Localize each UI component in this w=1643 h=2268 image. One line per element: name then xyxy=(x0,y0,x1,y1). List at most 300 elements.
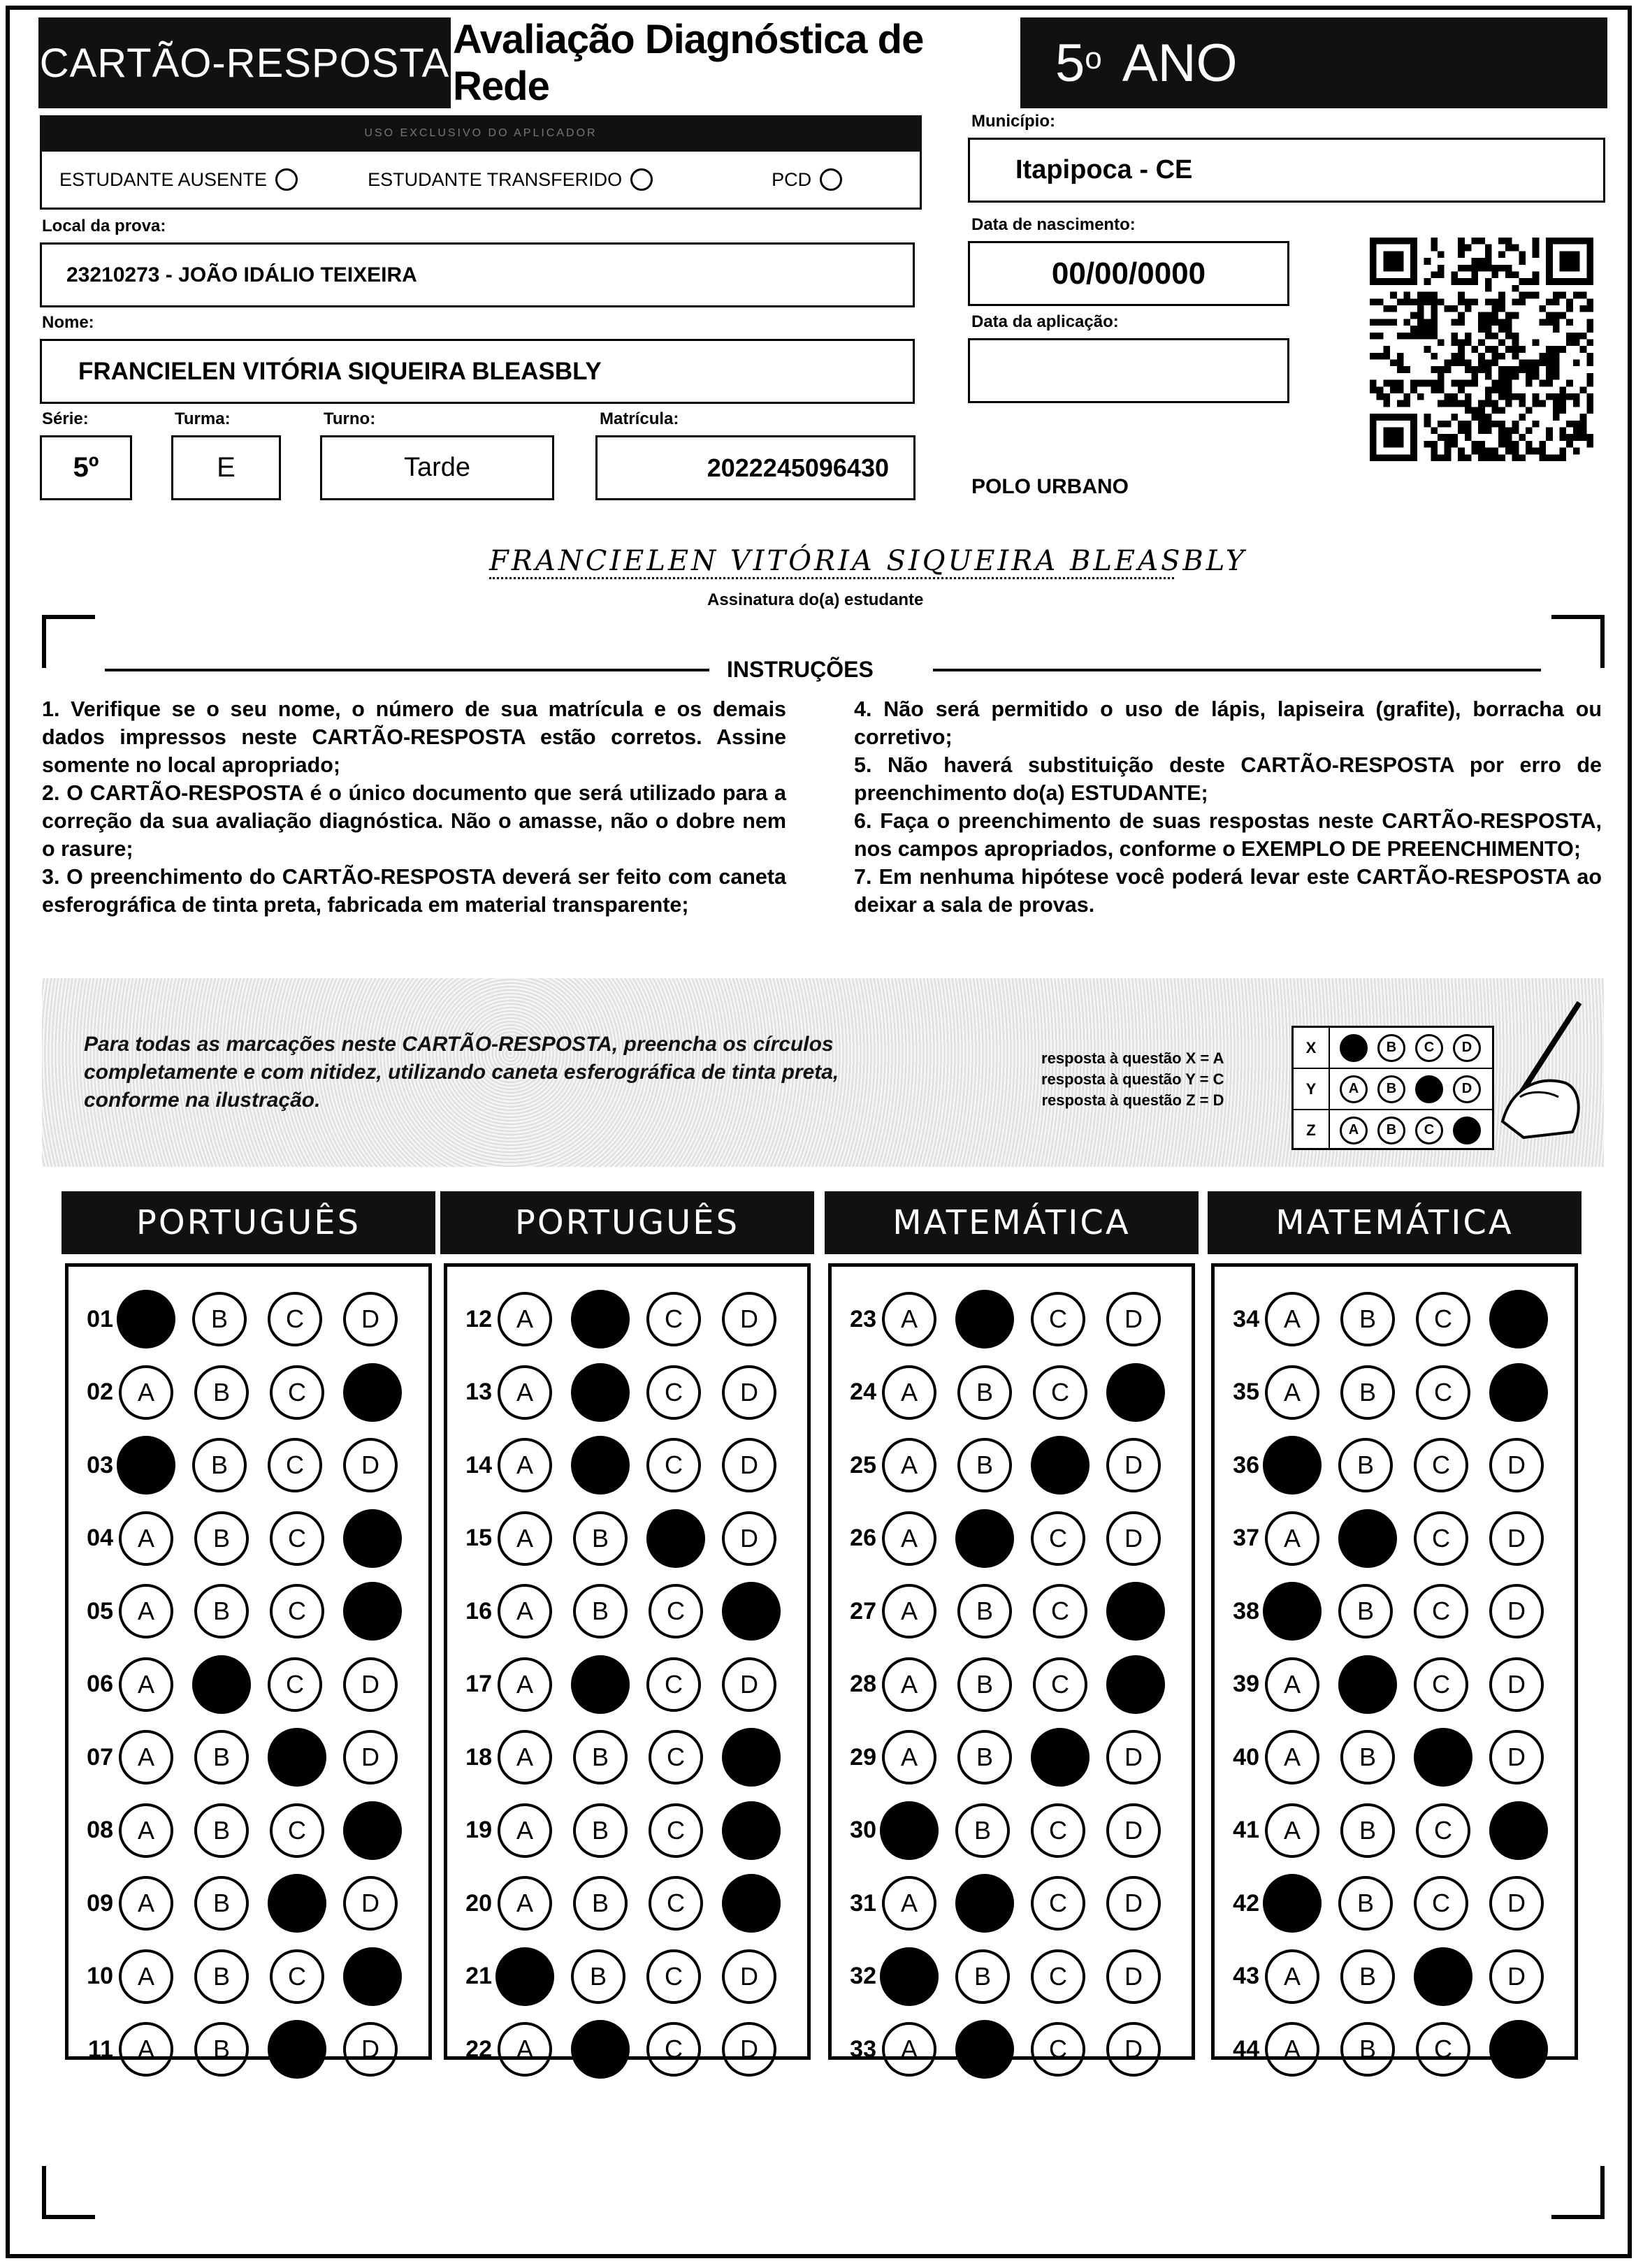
answer-bubble-36-a[interactable]: A xyxy=(1263,1436,1322,1495)
pcd-option[interactable] xyxy=(772,168,842,191)
answer-bubble-19-b[interactable]: B xyxy=(573,1803,628,1858)
answer-bubble-17-a[interactable]: A xyxy=(498,1657,552,1712)
answer-bubble-15-d[interactable]: D xyxy=(722,1511,776,1566)
answer-bubble-24-b[interactable]: B xyxy=(957,1365,1012,1420)
example-row-x xyxy=(1294,1028,1492,1069)
answer-bubble-03-d[interactable]: D xyxy=(343,1438,398,1492)
answer-bubble-12-c[interactable]: C xyxy=(646,1292,701,1346)
answer-bubble-34-c[interactable]: C xyxy=(1416,1292,1470,1346)
answer-bubble-04-c[interactable]: C xyxy=(270,1511,324,1566)
answer-bubble-13-b[interactable]: B xyxy=(571,1363,630,1422)
question-number: 30 xyxy=(850,1817,876,1843)
matricula-field xyxy=(595,435,915,500)
answer-bubble-20-b[interactable]: B xyxy=(573,1876,628,1931)
example-bubble-a: A xyxy=(1340,1075,1368,1103)
answer-bubble-15-b[interactable]: B xyxy=(573,1511,628,1566)
answer-bubble-27-d[interactable]: D xyxy=(1106,1582,1165,1641)
question-row-39 xyxy=(1215,1653,1565,1716)
question-row-43 xyxy=(1215,1945,1565,2008)
corner-mark-bottom-left xyxy=(42,2166,95,2219)
answer-bubble-38-d[interactable]: D xyxy=(1489,1584,1544,1638)
question-number: 20 xyxy=(465,1889,492,1917)
answer-bubble-22-c[interactable]: C xyxy=(646,2022,701,2077)
answer-bubble-21-d[interactable]: D xyxy=(722,1949,776,2004)
question-row-02 xyxy=(68,1361,419,1424)
answer-bubble-01-b[interactable]: B xyxy=(192,1292,247,1346)
answer-bubble-07-b[interactable]: B xyxy=(194,1730,249,1784)
answer-bubble-25-c[interactable]: C xyxy=(1031,1436,1090,1495)
answer-bubble-05-c[interactable]: C xyxy=(270,1584,324,1638)
local-value: 23210273 - JOÃO IDÁLIO TEIXEIRA xyxy=(66,263,417,286)
answer-bubble-23-c[interactable]: C xyxy=(1031,1292,1085,1346)
answer-bubble-05-a[interactable]: A xyxy=(119,1584,173,1638)
answer-bubble-41-d[interactable]: D xyxy=(1489,1801,1548,1860)
nascimento-value: 00/00/0000 xyxy=(1051,256,1206,291)
answer-bubble-06-c[interactable]: C xyxy=(268,1657,322,1712)
answer-bubble-14-c[interactable]: C xyxy=(646,1438,701,1492)
section-header-2: PORTUGUÊS xyxy=(440,1191,814,1254)
answer-bubble-38-b[interactable]: B xyxy=(1338,1584,1393,1638)
question-number: 02 xyxy=(87,1379,113,1405)
answer-bubble-24-a[interactable]: A xyxy=(882,1365,936,1420)
answer-bubble-21-a[interactable]: A xyxy=(495,1947,554,2006)
answer-bubble-27-a[interactable]: A xyxy=(882,1584,936,1638)
answer-bubble-28-a[interactable]: A xyxy=(882,1657,936,1712)
example-bubble-d: D xyxy=(1453,1034,1481,1062)
answer-bubble-12-b[interactable]: B xyxy=(571,1290,630,1349)
example-row-label: Y xyxy=(1294,1069,1330,1109)
grade-banner xyxy=(1020,17,1607,108)
question-row-10 xyxy=(68,1945,419,2008)
answer-bubble-31-d[interactable]: D xyxy=(1106,1876,1161,1931)
answer-bubble-06-a[interactable]: A xyxy=(119,1657,173,1712)
example-bubble-d: D xyxy=(1453,1117,1481,1144)
answer-bubble-43-c[interactable]: C xyxy=(1414,1947,1472,2006)
instruction-1: 1. Verifique se o seu nome, o número de sua matrícula e os demais dados impressos neste CARTÃO-RESPOSTA estão corretos. Assine somente no local apropriado; xyxy=(42,697,786,777)
answer-bubble-39-b[interactable]: B xyxy=(1338,1655,1397,1714)
question-row-13 xyxy=(447,1361,797,1424)
nome-field xyxy=(40,339,915,404)
answer-bubble-41-b[interactable]: B xyxy=(1340,1803,1395,1858)
question-number: 21 xyxy=(465,1963,492,1989)
question-number: 42 xyxy=(1233,1889,1259,1917)
answer-bubble-14-a[interactable]: A xyxy=(498,1438,552,1492)
answer-bubble-16-c[interactable]: C xyxy=(649,1584,703,1638)
answer-bubble-04-b[interactable]: B xyxy=(194,1511,249,1566)
answer-bubble-14-b[interactable]: B xyxy=(571,1436,630,1495)
answer-bubble-25-d[interactable]: D xyxy=(1106,1438,1161,1492)
question-row-33 xyxy=(832,2018,1182,2081)
section-header-4: MATEMÁTICA xyxy=(1208,1191,1582,1254)
answer-bubble-31-c[interactable]: C xyxy=(1031,1876,1085,1931)
local-label: Local da prova: xyxy=(42,217,166,235)
answer-bubble-37-c[interactable]: C xyxy=(1414,1511,1468,1566)
answer-bubble-27-c[interactable]: C xyxy=(1033,1584,1087,1638)
instruction-5: 5. Não haverá substituição deste CARTÃO-RESPOSTA por erro de preenchimento do(a) ESTUDANTE; xyxy=(854,753,1602,805)
answer-bubble-09-d[interactable]: D xyxy=(343,1876,398,1931)
transferred-checkbox[interactable] xyxy=(630,168,653,191)
answer-bubble-19-c[interactable]: C xyxy=(649,1803,703,1858)
example-row-z xyxy=(1294,1110,1492,1150)
answer-bubble-10-d[interactable]: D xyxy=(343,1947,402,2006)
question-row-18 xyxy=(447,1726,797,1789)
answer-bubble-17-c[interactable]: C xyxy=(646,1657,701,1712)
example-bubble-c: C xyxy=(1415,1034,1443,1062)
answer-bubble-01-d[interactable]: D xyxy=(343,1292,398,1346)
municipio-field xyxy=(968,138,1605,203)
answer-bubble-20-c[interactable]: C xyxy=(649,1876,703,1931)
answer-bubble-40-d[interactable]: D xyxy=(1489,1730,1544,1784)
absent-option[interactable] xyxy=(59,168,298,191)
answer-bubble-17-b[interactable]: B xyxy=(571,1655,630,1714)
answer-bubble-28-d[interactable]: D xyxy=(1106,1655,1165,1714)
answer-bubble-39-a[interactable]: A xyxy=(1265,1657,1319,1712)
answer-bubble-33-d[interactable]: D xyxy=(1106,2022,1161,2077)
corner-mark-bottom-right xyxy=(1551,2166,1605,2219)
answer-bubble-40-b[interactable]: B xyxy=(1340,1730,1395,1784)
answer-bubble-33-b[interactable]: B xyxy=(955,2020,1014,2079)
answer-bubble-20-a[interactable]: A xyxy=(498,1876,552,1931)
answer-bubble-29-d[interactable]: D xyxy=(1106,1730,1161,1784)
answer-bubble-12-d[interactable]: D xyxy=(722,1292,776,1346)
question-number: 18 xyxy=(465,1743,492,1771)
answer-bubble-13-d[interactable]: D xyxy=(722,1365,776,1420)
answer-bubble-19-d[interactable]: D xyxy=(722,1801,781,1860)
answer-bubble-02-b[interactable]: B xyxy=(194,1365,249,1420)
question-number: 07 xyxy=(87,1743,113,1771)
example-legend-z: resposta à questão Z = D xyxy=(1041,1091,1224,1109)
question-row-26 xyxy=(832,1507,1182,1570)
answer-bubble-34-a[interactable]: A xyxy=(1265,1292,1319,1346)
answer-bubble-26-a[interactable]: A xyxy=(882,1511,936,1566)
question-row-32 xyxy=(832,1945,1182,2008)
answer-bubble-36-b[interactable]: B xyxy=(1338,1438,1393,1492)
turno-field xyxy=(320,435,554,500)
question-row-03 xyxy=(68,1434,419,1497)
answer-bubble-38-a[interactable]: A xyxy=(1263,1582,1322,1641)
answer-bubble-18-b[interactable]: B xyxy=(573,1730,628,1784)
question-number: 25 xyxy=(850,1451,876,1478)
answer-bubble-40-a[interactable]: A xyxy=(1265,1730,1319,1784)
answer-bubble-35-c[interactable]: C xyxy=(1416,1365,1470,1420)
answer-bubble-23-b[interactable]: B xyxy=(955,1290,1014,1349)
answer-bubble-10-c[interactable]: C xyxy=(270,1949,324,2004)
answer-bubble-41-c[interactable]: C xyxy=(1416,1803,1470,1858)
answer-bubble-20-d[interactable]: D xyxy=(722,1874,781,1933)
section-box-3 xyxy=(828,1263,1195,2063)
answer-bubble-33-c[interactable]: C xyxy=(1031,2022,1085,2077)
answer-bubble-44-b[interactable]: B xyxy=(1340,2022,1395,2077)
turma-label: Turma: xyxy=(175,409,231,428)
question-number: 34 xyxy=(1233,1305,1259,1332)
answer-bubble-18-c[interactable]: C xyxy=(649,1730,703,1784)
answer-bubble-25-a[interactable]: A xyxy=(882,1438,936,1492)
answer-bubble-11-c[interactable]: C xyxy=(268,2020,326,2079)
answer-bubble-03-b[interactable]: B xyxy=(192,1438,247,1492)
example-row-label: Z xyxy=(1294,1110,1330,1150)
answer-bubble-01-a[interactable]: A xyxy=(117,1290,175,1349)
hand-pen-icon xyxy=(1482,999,1586,1139)
question-number: 14 xyxy=(465,1451,492,1478)
turno-label: Turno: xyxy=(324,409,376,428)
question-row-14 xyxy=(447,1434,797,1497)
transferred-option[interactable] xyxy=(368,168,653,191)
matricula-label: Matrícula: xyxy=(600,409,679,428)
instructions-title: INSTRUÇÕES xyxy=(727,657,874,682)
answer-bubble-44-a[interactable]: A xyxy=(1265,2022,1319,2077)
answer-bubble-41-a[interactable]: A xyxy=(1265,1803,1319,1858)
question-row-20 xyxy=(447,1872,797,1935)
answer-bubble-18-d[interactable]: D xyxy=(722,1728,781,1787)
answer-bubble-26-c[interactable]: C xyxy=(1031,1511,1085,1566)
exam-title: Avaliação Diagnóstica de Rede xyxy=(453,17,1019,108)
example-grid xyxy=(1291,1026,1494,1150)
answer-bubble-03-a[interactable]: A xyxy=(117,1436,175,1495)
question-row-22 xyxy=(447,2018,797,2081)
absent-checkbox[interactable] xyxy=(275,168,298,191)
answer-bubble-26-d[interactable]: D xyxy=(1106,1511,1161,1566)
question-row-41 xyxy=(1215,1799,1565,1862)
question-number: 29 xyxy=(850,1743,876,1771)
answer-bubble-24-d[interactable]: D xyxy=(1106,1363,1165,1422)
answer-bubble-39-c[interactable]: C xyxy=(1414,1657,1468,1712)
answer-bubble-08-a[interactable]: A xyxy=(119,1803,173,1858)
question-row-01 xyxy=(68,1288,419,1351)
answer-bubble-02-a[interactable]: A xyxy=(119,1365,173,1420)
answer-bubble-15-c[interactable]: C xyxy=(646,1509,705,1568)
answer-bubble-42-a[interactable]: A xyxy=(1263,1874,1322,1933)
answer-bubble-28-c[interactable]: C xyxy=(1033,1657,1087,1712)
answer-bubble-27-b[interactable]: B xyxy=(957,1584,1012,1638)
answer-bubble-17-d[interactable]: D xyxy=(722,1657,776,1712)
answer-bubble-30-b[interactable]: B xyxy=(955,1803,1010,1858)
answer-bubble-35-d[interactable]: D xyxy=(1489,1363,1548,1422)
applicator-options xyxy=(40,152,922,210)
question-row-31 xyxy=(832,1872,1182,1935)
instructions-rule-right xyxy=(933,669,1541,671)
answer-bubble-22-a[interactable]: A xyxy=(498,2022,552,2077)
signature-caption: Assinatura do(a) estudante xyxy=(707,590,924,609)
answer-bubble-02-d[interactable]: D xyxy=(343,1363,402,1422)
card-title: CARTÃO-RESPOSTA xyxy=(38,17,451,108)
answer-bubble-38-c[interactable]: C xyxy=(1414,1584,1468,1638)
answer-bubble-11-a[interactable]: A xyxy=(119,2022,173,2077)
answer-bubble-11-d[interactable]: D xyxy=(343,2022,398,2077)
aplicacao-field[interactable] xyxy=(968,338,1289,403)
nascimento-label: Data de nascimento: xyxy=(971,215,1136,234)
question-row-09 xyxy=(68,1872,419,1935)
turma-value: E xyxy=(217,452,236,483)
pcd-checkbox[interactable] xyxy=(820,168,842,191)
answer-bubble-42-b[interactable]: B xyxy=(1338,1876,1393,1931)
question-number: 05 xyxy=(87,1597,113,1624)
answer-bubble-44-d[interactable]: D xyxy=(1489,2020,1548,2079)
answer-bubble-16-b[interactable]: B xyxy=(573,1584,628,1638)
question-number: 23 xyxy=(850,1305,876,1332)
instructions-left xyxy=(42,695,786,919)
answer-bubble-36-d[interactable]: D xyxy=(1489,1438,1544,1492)
question-number: 16 xyxy=(465,1597,492,1624)
answer-bubble-05-d[interactable]: D xyxy=(343,1582,402,1641)
question-number: 41 xyxy=(1233,1817,1259,1843)
answer-bubble-14-d[interactable]: D xyxy=(722,1438,776,1492)
answer-bubble-43-d[interactable]: D xyxy=(1489,1949,1544,2004)
answer-bubble-30-a[interactable]: A xyxy=(880,1801,939,1860)
answer-bubble-22-d[interactable]: D xyxy=(722,2022,776,2077)
serie-label: Série: xyxy=(42,409,89,428)
question-row-30 xyxy=(832,1799,1182,1862)
grade-label: ANO xyxy=(1122,33,1238,93)
answer-bubble-34-b[interactable]: B xyxy=(1340,1292,1395,1346)
example-bubble-c: C xyxy=(1415,1075,1443,1103)
turno-value: Tarde xyxy=(403,453,471,482)
answer-bubble-23-a[interactable]: A xyxy=(882,1292,936,1346)
answer-bubble-13-c[interactable]: C xyxy=(646,1365,701,1420)
nome-label: Nome: xyxy=(42,313,94,332)
answer-bubble-21-c[interactable]: C xyxy=(646,1949,701,2004)
question-number: 27 xyxy=(850,1597,876,1624)
example-bubble-b: B xyxy=(1377,1034,1405,1062)
answer-bubble-09-c[interactable]: C xyxy=(268,1874,326,1933)
question-row-04 xyxy=(68,1507,419,1570)
answer-bubble-13-a[interactable]: A xyxy=(498,1365,552,1420)
question-number: 38 xyxy=(1233,1597,1259,1624)
question-number: 13 xyxy=(465,1379,492,1405)
answer-bubble-43-a[interactable]: A xyxy=(1265,1949,1319,2004)
question-number: 40 xyxy=(1233,1743,1259,1771)
answer-bubble-08-c[interactable]: C xyxy=(270,1803,324,1858)
answer-bubble-37-d[interactable]: D xyxy=(1489,1511,1544,1566)
answer-bubble-15-a[interactable]: A xyxy=(498,1511,552,1566)
answer-bubble-11-b[interactable]: B xyxy=(194,2022,249,2077)
answer-bubble-42-d[interactable]: D xyxy=(1489,1876,1544,1931)
answer-bubble-04-a[interactable]: A xyxy=(119,1511,173,1566)
signature-line xyxy=(489,577,1174,579)
answer-bubble-33-a[interactable]: A xyxy=(882,2022,936,2077)
question-row-44 xyxy=(1215,2018,1565,2081)
municipio-value: Itapipoca - CE xyxy=(1015,155,1193,184)
answer-bubble-07-a[interactable]: A xyxy=(119,1730,173,1784)
local-field xyxy=(40,242,915,307)
answer-bubble-29-c[interactable]: C xyxy=(1031,1728,1090,1787)
answer-bubble-37-a[interactable]: A xyxy=(1265,1511,1319,1566)
answer-bubble-16-a[interactable]: A xyxy=(498,1584,552,1638)
question-number: 32 xyxy=(850,1963,876,1989)
answer-bubble-29-a[interactable]: A xyxy=(882,1730,936,1784)
question-number: 31 xyxy=(850,1889,876,1917)
answer-bubble-06-d[interactable]: D xyxy=(343,1657,398,1712)
answer-bubble-24-c[interactable]: C xyxy=(1033,1365,1087,1420)
answer-bubble-04-d[interactable]: D xyxy=(343,1509,402,1568)
answer-bubble-36-c[interactable]: C xyxy=(1414,1438,1468,1492)
answer-bubble-31-a[interactable]: A xyxy=(882,1876,936,1931)
answer-bubble-22-b[interactable]: B xyxy=(571,2020,630,2079)
question-number: 03 xyxy=(87,1451,113,1478)
answer-bubble-25-b[interactable]: B xyxy=(957,1438,1012,1492)
answer-bubble-08-b[interactable]: B xyxy=(194,1803,249,1858)
answer-bubble-09-a[interactable]: A xyxy=(119,1876,173,1931)
answer-bubble-03-c[interactable]: C xyxy=(268,1438,322,1492)
question-row-17 xyxy=(447,1653,797,1716)
answer-bubble-21-b[interactable]: B xyxy=(571,1949,625,2004)
instruction-2: 2. O CARTÃO-RESPOSTA é o único documento que será utilizado para a correção da sua avaliação diagnóstica. Não o amasse, não o dobre nem o rasure; xyxy=(42,781,786,861)
answer-bubble-39-d[interactable]: D xyxy=(1489,1657,1544,1712)
answer-bubble-29-b[interactable]: B xyxy=(957,1730,1012,1784)
answer-bubble-31-b[interactable]: B xyxy=(955,1874,1014,1933)
nascimento-field xyxy=(968,241,1289,306)
answer-bubble-34-d[interactable]: D xyxy=(1489,1290,1548,1349)
answer-bubble-28-b[interactable]: B xyxy=(957,1657,1012,1712)
answer-bubble-12-a[interactable]: A xyxy=(498,1292,552,1346)
answer-bubble-16-d[interactable]: D xyxy=(722,1582,781,1641)
question-number: 44 xyxy=(1233,2035,1259,2063)
corner-mark-top-right xyxy=(1551,615,1605,668)
answer-bubble-09-b[interactable]: B xyxy=(194,1876,249,1931)
question-row-07 xyxy=(68,1726,419,1789)
answer-bubble-32-d[interactable]: D xyxy=(1106,1949,1161,2004)
answer-bubble-10-b[interactable]: B xyxy=(194,1949,249,2004)
answer-bubble-26-b[interactable]: B xyxy=(955,1509,1014,1568)
question-number: 17 xyxy=(465,1671,492,1697)
instructions-rule-left xyxy=(105,669,709,671)
section-box-1 xyxy=(65,1263,432,2063)
absent-label: ESTUDANTE AUSENTE xyxy=(59,168,268,190)
question-number: 06 xyxy=(87,1671,113,1697)
answer-bubble-23-d[interactable]: D xyxy=(1106,1292,1161,1346)
answer-bubble-44-c[interactable]: C xyxy=(1416,2022,1470,2077)
answer-bubble-10-a[interactable]: A xyxy=(119,1949,173,2004)
matricula-value: 2022245096430 xyxy=(707,453,889,482)
question-row-29 xyxy=(832,1726,1182,1789)
question-number: 33 xyxy=(850,2035,876,2063)
question-number: 37 xyxy=(1233,1525,1259,1551)
answer-bubble-32-c[interactable]: C xyxy=(1031,1949,1085,2004)
answer-bubble-30-c[interactable]: C xyxy=(1031,1803,1085,1858)
example-bubble-d: D xyxy=(1453,1075,1481,1103)
question-number: 19 xyxy=(465,1817,492,1843)
serie-value: 5º xyxy=(73,452,99,483)
serie-field xyxy=(40,435,132,500)
question-row-15 xyxy=(447,1507,797,1570)
answer-bubble-30-d[interactable]: D xyxy=(1106,1803,1161,1858)
answer-bubble-18-a[interactable]: A xyxy=(498,1730,552,1784)
example-legend-x: resposta à questão X = A xyxy=(1041,1049,1224,1067)
answer-bubble-40-c[interactable]: C xyxy=(1414,1728,1472,1787)
grade-number: 5 xyxy=(1055,33,1085,93)
answer-bubble-32-b[interactable]: B xyxy=(955,1949,1010,2004)
question-row-37 xyxy=(1215,1507,1565,1570)
answer-bubble-43-b[interactable]: B xyxy=(1340,1949,1395,2004)
question-number: 26 xyxy=(850,1525,876,1551)
answer-bubble-19-a[interactable]: A xyxy=(498,1803,552,1858)
answer-bubble-06-b[interactable]: B xyxy=(192,1655,251,1714)
section-box-2 xyxy=(444,1263,811,2063)
answer-bubble-07-c[interactable]: C xyxy=(268,1728,326,1787)
example-bubble-b: B xyxy=(1377,1117,1405,1144)
answer-bubble-07-d[interactable]: D xyxy=(343,1730,398,1784)
answer-bubble-05-b[interactable]: B xyxy=(194,1584,249,1638)
answer-bubble-01-c[interactable]: C xyxy=(268,1292,322,1346)
answer-bubble-42-c[interactable]: C xyxy=(1414,1876,1468,1931)
answer-bubble-02-c[interactable]: C xyxy=(270,1365,324,1420)
answer-bubble-32-a[interactable]: A xyxy=(880,1947,939,2006)
answer-bubble-35-b[interactable]: B xyxy=(1340,1365,1395,1420)
answer-bubble-35-a[interactable]: A xyxy=(1265,1365,1319,1420)
answer-bubble-08-d[interactable]: D xyxy=(343,1801,402,1860)
question-number: 24 xyxy=(850,1379,876,1405)
answer-bubble-37-b[interactable]: B xyxy=(1338,1509,1397,1568)
question-row-08 xyxy=(68,1799,419,1862)
